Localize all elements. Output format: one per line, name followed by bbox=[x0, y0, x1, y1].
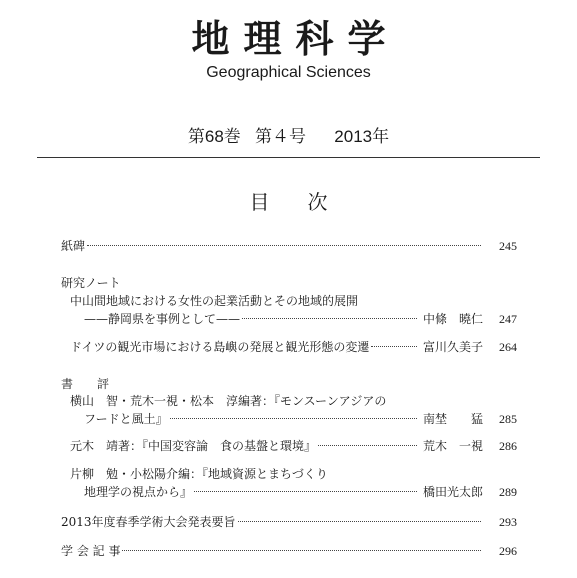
toc-entry-review3[interactable] bbox=[84, 484, 517, 500]
toc-entry-abstracts[interactable] bbox=[61, 514, 517, 530]
entry-author: 橋田光太郎 bbox=[422, 485, 483, 499]
section-label-review: 書 評 bbox=[61, 377, 116, 391]
entry-title-line1[interactable]: 中山間地域における女性の起業活動とその地域的展開 bbox=[70, 294, 359, 308]
entry-page: 285 bbox=[499, 412, 517, 426]
volume: 第68巻 bbox=[187, 127, 241, 146]
toc-entry-review1[interactable] bbox=[84, 411, 517, 427]
contents-heading: 目次 bbox=[249, 190, 366, 214]
year: 2013年 bbox=[334, 127, 390, 146]
entry-author: 荒木 一視 bbox=[422, 439, 483, 453]
entry-title-line2: ——静岡県を事例として—— bbox=[84, 312, 241, 326]
entry-title-line1[interactable]: 横山 智・荒木一視・松本 淳編著：『モンスーンアジアの bbox=[70, 394, 387, 408]
entry-page: 296 bbox=[499, 544, 517, 558]
entry-page: 286 bbox=[499, 439, 517, 453]
issue-number: 第４号 bbox=[254, 127, 306, 146]
entry-page: 264 bbox=[499, 340, 517, 354]
entry-title: 紙碑 bbox=[61, 239, 86, 253]
entry-page: 289 bbox=[499, 485, 517, 499]
entry-title: 学 会 記 事 bbox=[61, 544, 121, 558]
leader-dots bbox=[242, 318, 417, 319]
leader-dots bbox=[170, 418, 417, 419]
leader-dots bbox=[122, 550, 481, 551]
entry-page: 245 bbox=[499, 239, 517, 253]
issue-info bbox=[0, 122, 577, 147]
divider-rule bbox=[37, 157, 540, 158]
entry-title: 元木 靖著：『中国変容論 食の基盤と環境』 bbox=[70, 439, 317, 453]
leader-dots bbox=[87, 245, 481, 246]
journal-title-jp: 地理科学 bbox=[191, 17, 400, 61]
toc-entry-society[interactable] bbox=[61, 543, 517, 559]
entry-author: 富川久美子 bbox=[422, 340, 483, 354]
leader-dots bbox=[371, 346, 417, 347]
entry-author: 南埜 猛 bbox=[422, 412, 483, 426]
section-label-research-note: 研究ノート bbox=[61, 276, 121, 290]
entry-title-line2: 地理学の視点から』 bbox=[84, 485, 193, 499]
leader-dots bbox=[238, 521, 481, 522]
leader-dots bbox=[194, 491, 417, 492]
entry-page: 247 bbox=[499, 312, 517, 326]
entry-title-line2: フードと風土』 bbox=[84, 412, 168, 426]
entry-title: ドイツの観光市場における島嶼の発展と観光形態の変遷 bbox=[70, 340, 370, 354]
entry-title-line1[interactable]: 片柳 勉・小松陽介編：『地域資源とまちづくり bbox=[70, 467, 328, 481]
entry-page: 293 bbox=[499, 515, 517, 529]
toc-entry-note1[interactable] bbox=[84, 311, 517, 327]
toc-entry-preface[interactable] bbox=[61, 238, 517, 254]
toc-entry-review2[interactable] bbox=[70, 438, 517, 454]
toc-entry-note2[interactable] bbox=[70, 339, 517, 355]
entry-title: 2013年度春季学術大会発表要旨 bbox=[61, 515, 236, 529]
journal-title-en: Geographical Sciences bbox=[206, 64, 371, 81]
entry-author: 中條 曉仁 bbox=[422, 312, 483, 326]
leader-dots bbox=[318, 445, 417, 446]
